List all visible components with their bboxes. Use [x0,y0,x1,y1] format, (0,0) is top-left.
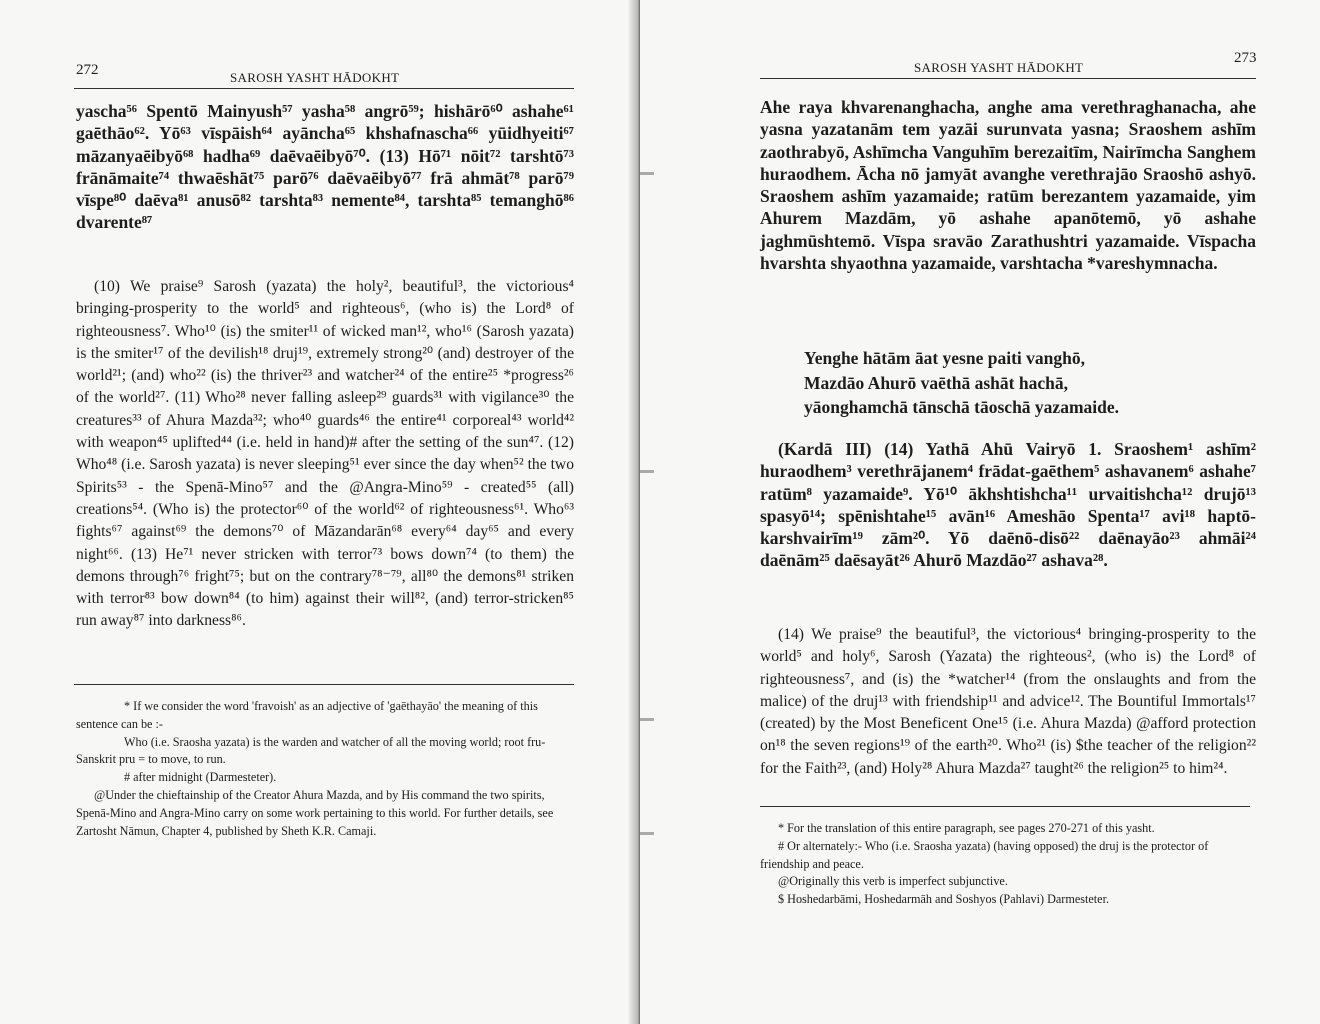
header-rule-right [760,78,1256,79]
avestan-text-right: Ahe raya khvarenanghacha, anghe ama verethraghanacha, ahe yasna yazatanām tem yazāi surunvata yasna; Sraoshem ashīm zaothrabyō, Ashīmcha Vanguhīm berezaitīm, Nairīmcha Sanghem huraodhem. Ācha nō jamyāt avanghe verethrajāo Sraoshō ashyō. Sraoshem ashīm yazamaide; ratūm berezantem yazamaide, yim Ahurem Mazdām, yō ashahe apanōtemō, yō ashahe jaghmūshtemō. Vīspa sravāo Zarathushtri yazamaide. Vīspacha hvarshta shyaothna yazamaide, varshtacha *vareshymnacha. [760,97,1256,274]
avestan-text-right-2: (Kardā III) (14) Yathā Ahū Vairyō 1. Sraoshem¹ ashīm² huraodhem³ verethrājanem⁴ frādat-gaēthem⁵ ashavanem⁶ ashahe⁷ ratūm⁸ yazamaide⁹. Yō¹⁰ ākhshtishcha¹¹ urvaitishcha¹² drujō¹³ spasyō¹⁴; spēnishtahe¹⁵ avān¹⁶ Ameshāo Spenta¹⁷ avi¹⁸ haptō-karshvairīm¹⁹ zām²⁰. Yō daēnō-disō²² daēnayāo²³ ahmāi²⁴ daēnām²⁵ daēsayāt²⁶ Ahurō Mazdāo²⁷ ashava²⁸. [760,439,1256,571]
footnote-item: * If we consider the word 'fravoish' as an adjective of 'gaēthayāo' the meaning of this sentence can be :- [76,699,538,731]
binding-mark [640,718,654,721]
footnote-rule-right [760,806,1250,807]
binding-mark [640,832,654,835]
footnote-item: Who (i.e. Sraosha yazata) is the warden and watcher of all the moving world; root fru-Sanskrit pru = to move, to run. [76,734,546,767]
right-page [640,0,1320,1024]
footnotes-left [76,698,574,840]
footnotes-right [760,820,1254,909]
footnote-item: @Originally this verb is imperfect subjunctive. [778,874,1008,889]
verse-line: Yenghe hātām āat yesne paiti vanghō, [804,348,1085,368]
footnote-item: # after midnight (Darmesteter). [124,770,277,785]
left-page [0,0,640,1024]
verse-block [804,346,1256,420]
running-head-left: SAROSH YASHT HĀDOKHT [230,70,400,85]
translation-text-right: (14) We praise⁹ the beautiful³, the victorious⁴ bringing-prosperity to the world⁵ and holy⁶, Sarosh (Yazata) the righteous², (who is) the Lord⁸ of righteousness⁷, and (is) the *watcher¹⁴ (from the onslaughts and from the malice) of the druj¹³ with friendship¹¹ and advice¹². The Bountiful Immortals¹⁷ (created) by the Most Beneficent One¹⁵ (i.e. Ahura Mazda) @afford protection on¹⁸ the seven regions¹⁹ of the earth²⁰. Who²¹ (is) $the teacher of the religion²² for the Faith²³, (and) Holy²⁸ Ahura Mazda²⁷ taught²⁶ the religion²⁵ to him²⁴. [760,626,1256,777]
translation-text-left: (10) We praise⁹ Sarosh (yazata) the holy², beautiful³, the victorious⁴ bringing-prosperity to the world⁵ and righteous⁶, (who is) the Lord⁸ of righteousness⁷. Who¹⁰ (is) the smiter¹¹ of wicked man¹², who¹⁶ (Sarosh yazata) is the smiter¹⁷ of the devilish¹⁸ druj¹⁹, extremely strong²⁰ (and) destroyer of the world²¹; (and) who²² (is) the thriver²³ and watcher²⁴ of the entire²⁵ *progress²⁶ of the world²⁷. (11) Who²⁸ never falling asleep²⁹ guards³¹ with vigilance³⁰ the creatures³³ of Ahura Mazda³²; who⁴⁰ guards⁴⁶ the entire⁴¹ corporeal⁴³ world⁴² with weapon⁴⁵ uplifted⁴⁴ (i.e. held in hand)# after the setting of the sun⁴⁷. (12) Who⁴⁸ (i.e. Sarosh yazata) is never sleeping⁵¹ ever since the day when⁵² the two Spirits⁵³ - the Spenā-Mino⁵⁷ and the @Angra-Mino⁵⁹ - created⁵⁵ (all) creations⁵⁴. (Who is) the protector⁶⁰ of the world⁶² of righteousness⁶¹. Who⁶³ fights⁶⁷ against⁶⁹ the demons⁷⁰ of Māzandarān⁶⁸ every⁶⁴ day⁶⁵ and every night⁶⁶. (13) He⁷¹ never stricken with terror⁷³ bows down⁷⁴ (to them) the demons through⁷⁶ fright⁷⁵; but on the contrary⁷⁸⁻⁷⁹, all⁸⁰ the demons⁸¹ striken with terror⁸³ bow down⁸⁴ (to him) against their will⁸², (and) terror-stricken⁸⁵ run away⁸⁷ into darkness⁸⁶. [76,278,574,630]
footnote-item: * For the translation of this entire paragraph, see pages 270-271 of this yasht. [778,821,1155,835]
verse-line: Mazdāo Ahurō vaēthā ashāt hachā, [804,372,1068,393]
header-rule-left [74,88,574,89]
footnote-rule-left [74,684,574,685]
verse-line: yāonghamchā tānschā tāoschā yazamaide. [804,397,1120,417]
footnote-item: $ Hoshedarbāmi, Hoshedarmāh and Soshyos (Pahlavi) Darmesteter. [778,892,1110,907]
binding-mark [640,470,654,473]
running-head-right: SAROSH YASHT HĀDOKHT [914,60,1084,75]
page-number-right: 273 [1234,50,1257,66]
footnote-item: @Under the chieftainship of the Creator Ahura Mazda, and by His command the two spirits, Spenā-Mino and Angra-Mino carry on some work pertaining to this world. For further details, see Zartosht Nāmun, Chapter 4, published by Sheth K.R. Camaji. [76,787,554,838]
binding-mark [640,172,654,175]
page-number-left: 272 [76,62,99,78]
footnote-item: # Or alternately:- Who (i.e. Sraosha yazata) (having opposed) the druj is the protector of friendship and peace. [760,838,1209,871]
avestan-text-left: yascha⁵⁶ Spentō Mainyush⁵⁷ yasha⁵⁸ angrō⁵⁹; hishārō⁶⁰ ashahe⁶¹ gaēthāo⁶². Yō⁶³ vīspāish⁶⁴ ayāncha⁶⁵ khshafnascha⁶⁶ yūidhyeiti⁶⁷ māzanyaēibyō⁶⁸ hadha⁶⁹ daēvaēibyō⁷⁰. (13) Hō⁷¹ nōit⁷² tarshtō⁷³ frānāmaite⁷⁴ thwaēshāt⁷⁵ parō⁷⁶ daēvaēibyō⁷⁷ frā ahmāt⁷⁸ parō⁷⁹ vīspe⁸⁰ daēva⁸¹ anusō⁸² tarshta⁸³ nemente⁸⁴, tarshta⁸⁵ temanghō⁸⁶ dvarente⁸⁷ [76,101,574,233]
